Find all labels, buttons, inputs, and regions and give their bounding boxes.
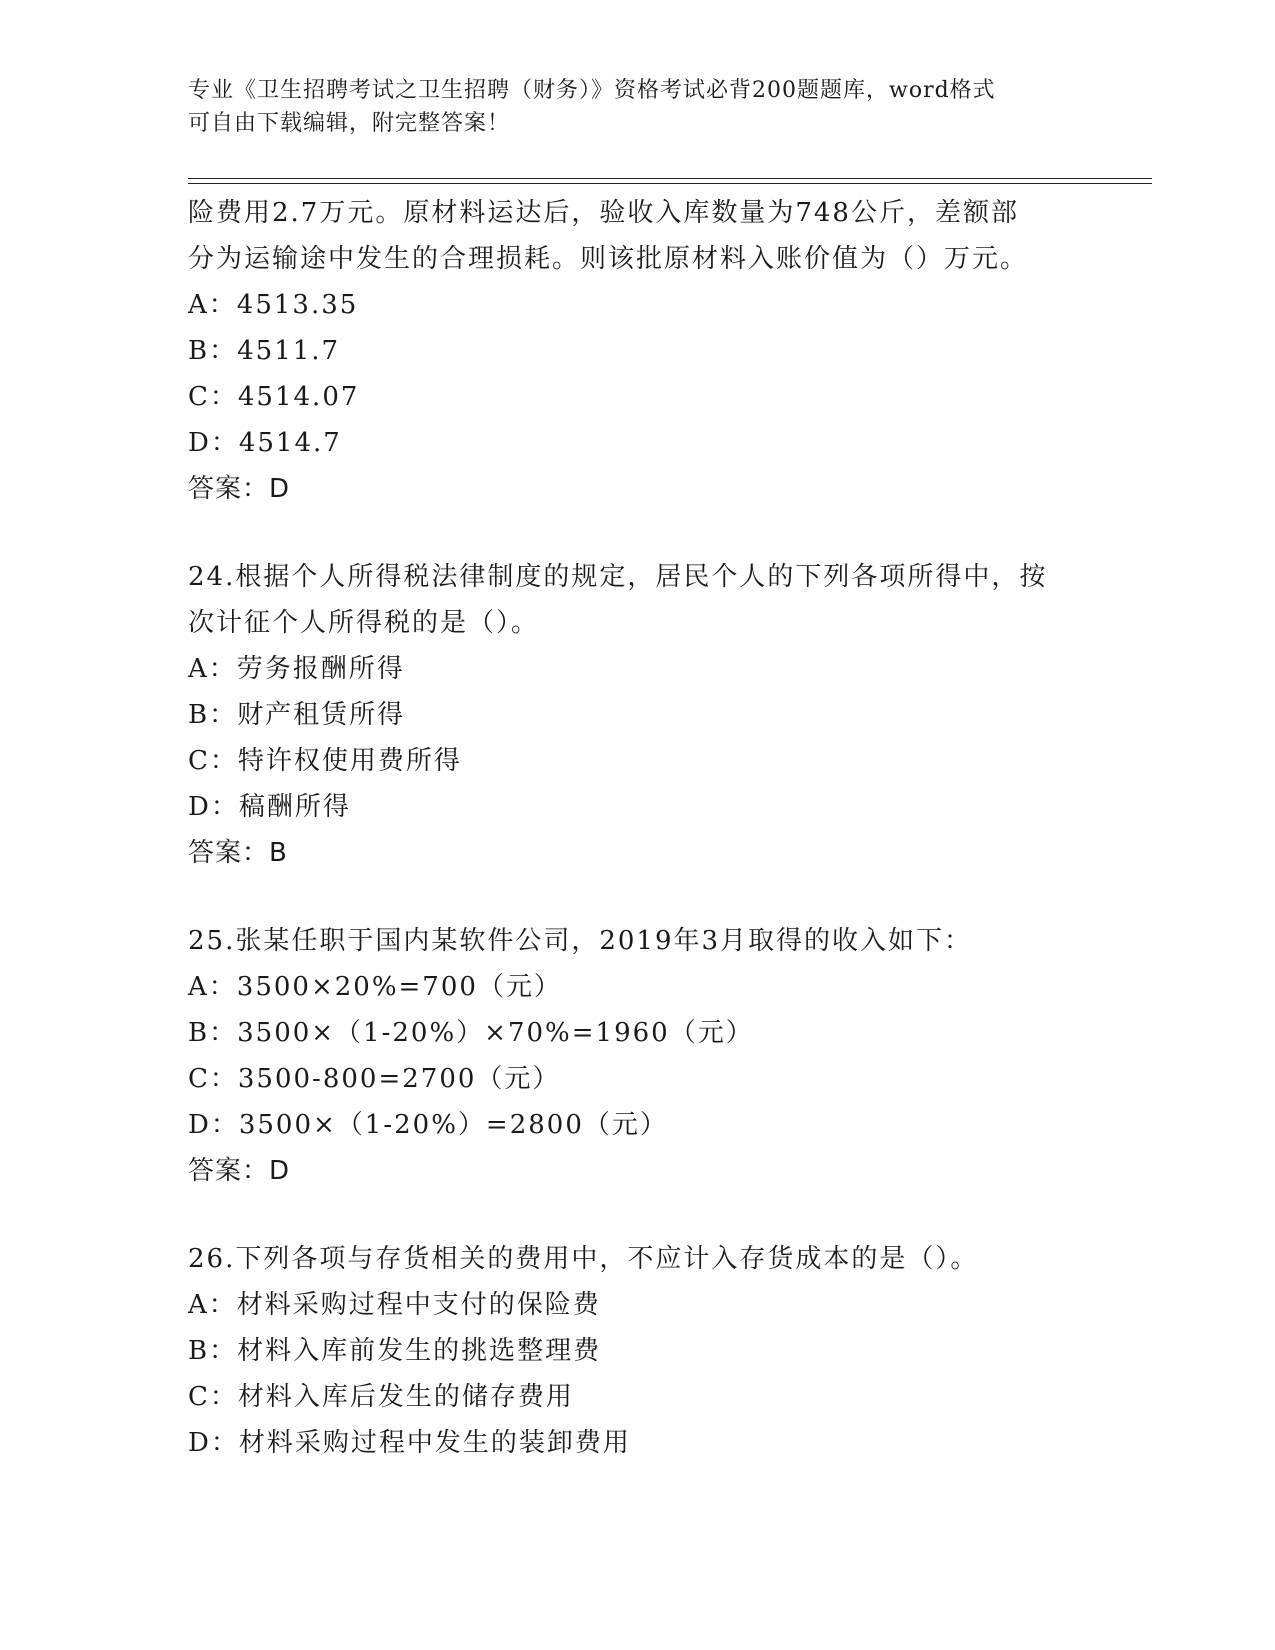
question-stem-line: 26.下列各项与存货相关的费用中，不应计入存货成本的是（）。 — [188, 1244, 979, 1274]
spacer — [188, 1194, 1088, 1236]
option-b: B：4511.7 — [188, 336, 341, 366]
option-b: B：材料入库前发生的挑选整理费 — [188, 1336, 602, 1366]
question-24 — [188, 554, 1088, 876]
header-rule-top — [188, 178, 1152, 179]
option-a: A：3500×20%=700（元） — [188, 972, 562, 1002]
option-d: D：4514.7 — [188, 428, 342, 458]
option-c: C：3500-800=2700（元） — [188, 1064, 561, 1094]
question-stem-line: 25.张某任职于国内某软件公司，2019年3月取得的收入如下： — [188, 926, 973, 956]
option-b: B：财产租赁所得 — [188, 700, 406, 730]
option-d: D：稿酬所得 — [188, 792, 351, 822]
option-a: A：材料采购过程中支付的保险费 — [188, 1290, 601, 1320]
document-header — [188, 74, 1088, 140]
question-25 — [188, 918, 1088, 1194]
option-d: D：3500×（1-20%）=2800（元） — [188, 1110, 668, 1140]
header-title-line-2: 可自由下载编辑，附完整答案！ — [188, 111, 511, 136]
question-stem-line: 分为运输途中发生的合理损耗。则该批原材料入账价值为（）万元。 — [188, 244, 1029, 274]
option-c: C：特许权使用费所得 — [188, 746, 462, 776]
header-rule-bottom — [188, 183, 1152, 184]
question-26 — [188, 1236, 1088, 1466]
question-list — [188, 190, 1088, 1466]
option-d: D：材料采购过程中发生的装卸费用 — [188, 1428, 631, 1458]
answer-line: 答案：D — [188, 1156, 291, 1186]
option-a: A：劳务报酬所得 — [188, 654, 405, 684]
question-stem-line: 险费用2.7万元。原材料运达后，验收入库数量为748公斤，差额部 — [188, 198, 1019, 228]
header-title-line-1: 专业《卫生招聘考试之卫生招聘（财务）》资格考试必背200题题库，word格式 — [188, 78, 996, 103]
question-stem-line: 24.根据个人所得税法律制度的规定，居民个人的下列各项所得中，按 — [188, 562, 1048, 592]
option-c: C：4514.07 — [188, 382, 360, 412]
question-stem-line: 次计征个人所得税的是（）。 — [188, 608, 540, 638]
answer-line: 答案：B — [188, 838, 288, 868]
option-b: B：3500×（1-20%）×70%=1960（元） — [188, 1018, 754, 1048]
option-c: C：材料入库后发生的储存费用 — [188, 1382, 574, 1412]
spacer — [188, 876, 1088, 918]
question-23 — [188, 190, 1088, 512]
option-a: A：4513.35 — [188, 290, 359, 320]
answer-line: 答案：D — [188, 474, 291, 504]
spacer — [188, 512, 1088, 554]
